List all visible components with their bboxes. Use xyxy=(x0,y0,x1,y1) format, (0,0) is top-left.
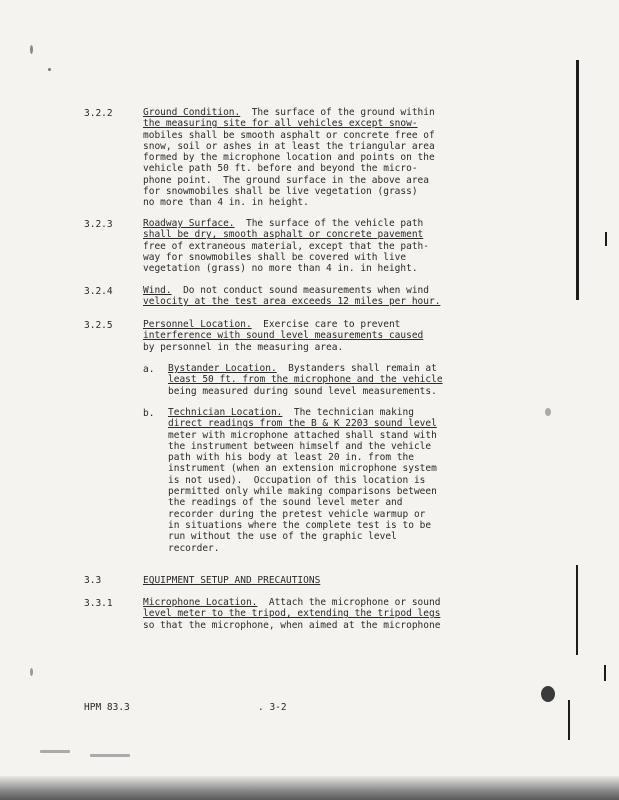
subitem-a: Bystander Location. Bystanders shall remain at least 50 ft. from the microphone and the vehicle being measured during sound level measurements. xyxy=(168,363,443,397)
scan-blot xyxy=(541,686,555,702)
scan-edge-mark xyxy=(604,665,606,681)
section-number-3-3-1: 3.3.1 xyxy=(84,598,113,609)
scan-speck xyxy=(545,408,551,416)
section-title: Microphone Location. xyxy=(143,597,258,608)
section-3-2-4: Wind. Do not conduct sound measurements when wind velocity at the test area exceeds 12 miles per hour. xyxy=(143,285,441,308)
subitem-b: Technician Location. The technician making direct readings from the B & K 2203 sound level meter with microphone attached shall stand with the instrument between himself and the vehicle path with his body at least 20 in. from the instrument (when an extension microphone system is not used). Occupation of this location is permitted only while making comparisons between the readings of the sound level meter and recorder during the pretest vehicle warmup or in situations where the complete test is to be run without the use of the graphic level recorder. xyxy=(168,407,437,554)
section-number-3-2-2: 3.2.2 xyxy=(84,108,113,119)
subitem-letter-a: a. xyxy=(143,364,155,375)
subitem-title: Technician Location. xyxy=(168,407,283,418)
section-3-2-3: Roadway Surface. The surface of the vehicle path shall be dry, smooth asphalt or concrete pavement free of extraneous material, except that the path- way for snowmobiles shall be covered with live vegetation (grass) no more than 4 in. in height. xyxy=(143,218,429,275)
section-3-2-2: Ground Condition. The surface of the ground within the measuring site for all vehicles except snow- mobiles shall be smooth asphalt or concrete free of snow, soil or ashes in at least the triangular area formed by the microphone location and points on the vehicle path 50 ft. before and beyond the micro- phone point. The ground surface in the above area for snowmobiles shall be live vegetation (grass) no more than 4 in. in height. xyxy=(143,107,435,209)
scan-edge-mark xyxy=(605,232,607,246)
scan-edge-bar xyxy=(576,565,578,655)
scan-speck xyxy=(30,668,33,676)
page-number: . 3-2 xyxy=(258,702,287,713)
scan-bottom-edge xyxy=(0,776,619,800)
section-number-3-2-3: 3.2.3 xyxy=(84,219,113,230)
section-3-3-1: Microphone Location. Attach the microphone or sound level meter to the tripod, extending the tripod legs so that the microphone, when aimed at the microphone xyxy=(143,597,441,631)
scan-speck xyxy=(30,45,33,54)
scan-smudge xyxy=(40,750,70,753)
section-number-3-2-4: 3.2.4 xyxy=(84,286,113,297)
section-number-3-2-5: 3.2.5 xyxy=(84,320,113,331)
scan-smudge xyxy=(90,754,130,757)
scan-edge-bar xyxy=(576,60,579,300)
subitem-title: Bystander Location. xyxy=(168,363,277,374)
scan-speck xyxy=(48,68,51,71)
section-title: Personnel Location. xyxy=(143,319,252,330)
section-title: Ground Condition. xyxy=(143,107,241,118)
section-title: Wind. xyxy=(143,285,172,296)
section-title: Roadway Surface. xyxy=(143,218,235,229)
scan-edge-mark xyxy=(568,700,570,740)
subitem-letter-b: b. xyxy=(143,408,155,419)
section-3-2-5: Personnel Location. Exercise care to prevent interference with sound level measurements caused by personnel in the measuring area. xyxy=(143,319,424,353)
heading-title: EQUIPMENT SETUP AND PRECAUTIONS xyxy=(143,575,321,586)
document-number: HPM 83.3 xyxy=(84,702,130,713)
heading-number-3-3: 3.3 xyxy=(84,575,102,586)
